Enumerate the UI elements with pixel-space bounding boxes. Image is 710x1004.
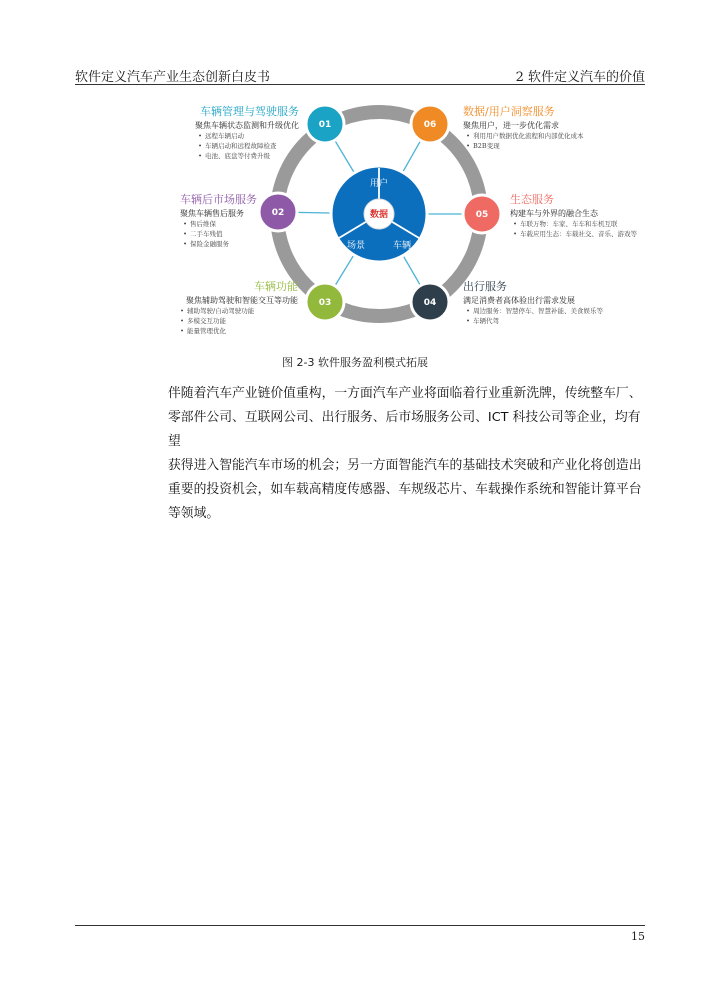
block-04-title: 出行服务	[463, 280, 507, 293]
list-item: • 远程车辆启动	[195, 131, 299, 141]
list-item: • 车辆启动和远程故障检查	[195, 141, 299, 151]
block-03-title: 车辆功能	[254, 280, 298, 293]
block-06-title: 数据/用户洞察服务	[463, 105, 555, 118]
block-03-list	[177, 306, 298, 336]
center-label-scene: 场景	[346, 241, 366, 251]
body-line: 零部件公司、互联网公司、出行服务、后市场服务公司、ICT 科技公司等企业，均有望	[168, 410, 641, 449]
block-01-list	[195, 131, 299, 161]
block-04-subtitle: 满足消费者高体验出行需求发展	[463, 296, 575, 305]
node-02-label: 02	[271, 208, 285, 218]
footer-rule	[75, 925, 645, 926]
node-06	[411, 105, 449, 143]
block-02-title: 车辆后市场服务	[180, 193, 257, 206]
block-04	[463, 279, 643, 326]
list-item: • 多模交互功能	[177, 316, 298, 326]
body-line: 获得进入智能汽车市场的机会；另一方面智能汽车的基础技术突破和产业化将创造出	[168, 458, 642, 473]
page-number: 15	[631, 930, 645, 943]
block-05	[510, 192, 650, 239]
block-06	[463, 104, 643, 151]
block-02-list	[180, 219, 260, 249]
block-05-title: 生态服务	[510, 193, 554, 206]
node-03	[306, 283, 344, 321]
list-item: • 售后维保	[180, 219, 260, 229]
body-paragraph	[168, 382, 648, 526]
block-01-title: 车辆管理与驾驶服务	[200, 105, 299, 118]
list-item: • 车辆代驾	[463, 316, 643, 326]
figure-caption: 图 2-3 软件服务盈利模式拓展	[282, 356, 428, 369]
block-02	[180, 192, 260, 249]
block-03	[173, 279, 298, 336]
header-chapter: 2 软件定义汽车的价值	[515, 70, 645, 85]
block-06-list	[463, 131, 643, 151]
center-label-vehicle: 车辆	[392, 241, 412, 251]
list-item: • B2B变现	[463, 141, 643, 151]
list-item: • 能量管理优化	[177, 326, 298, 336]
node-03-label: 03	[318, 298, 332, 308]
block-01-subtitle: 聚焦车辆状态监测和升级优化	[195, 121, 299, 130]
list-item: • 利用用户数据优化流程和内部优化成本	[463, 131, 643, 141]
block-06-subtitle: 聚焦用户，进一步优化需求	[463, 121, 559, 130]
node-05	[463, 195, 501, 233]
list-item: • 二手车残值	[180, 229, 260, 239]
header-title: 软件定义汽车产业生态创新白皮书	[75, 70, 271, 85]
list-item: • 保险金融服务	[180, 239, 260, 249]
block-03-subtitle: 聚焦辅助驾驶和智能交互等功能	[186, 296, 298, 305]
block-04-list	[463, 306, 643, 326]
block-05-list	[510, 219, 650, 239]
body-line: 重要的投资机会，如车载高精度传感器、车规级芯片、车载操作系统和智能计算平台	[168, 482, 642, 497]
block-01	[187, 104, 299, 161]
center-label-data: 数据	[369, 210, 389, 220]
list-item: • 辅助驾驶/自动驾驶功能	[177, 306, 298, 316]
node-04-label: 04	[423, 298, 437, 308]
body-line: 伴随着汽车产业链价值重构，一方面汽车产业将面临着行业重新洗牌，传统整车厂、	[168, 386, 642, 401]
node-04	[411, 283, 449, 321]
node-01-label: 01	[318, 120, 332, 130]
page-header	[75, 60, 645, 84]
node-02	[259, 193, 297, 231]
node-01	[306, 105, 344, 143]
figure	[0, 90, 710, 350]
list-item: • 车载应用生态：车载社交、音乐、游戏等	[510, 229, 650, 239]
list-item: • 电池、底盘等付费升级	[195, 151, 299, 161]
header-rule	[75, 84, 645, 85]
block-05-subtitle: 构建车与外界的融合生态	[510, 209, 598, 218]
list-item: • 周边服务：智慧停车、智慧补能、美食娱乐等	[463, 306, 643, 316]
center-label-user: 用户	[369, 179, 389, 189]
body-line: 等领域。	[168, 506, 220, 521]
node-06-label: 06	[423, 120, 437, 130]
block-02-subtitle: 聚焦车辆售后服务	[180, 209, 244, 218]
node-05-label: 05	[475, 210, 489, 220]
list-item: • 车联万物：车家、车车和车机互联	[510, 219, 650, 229]
